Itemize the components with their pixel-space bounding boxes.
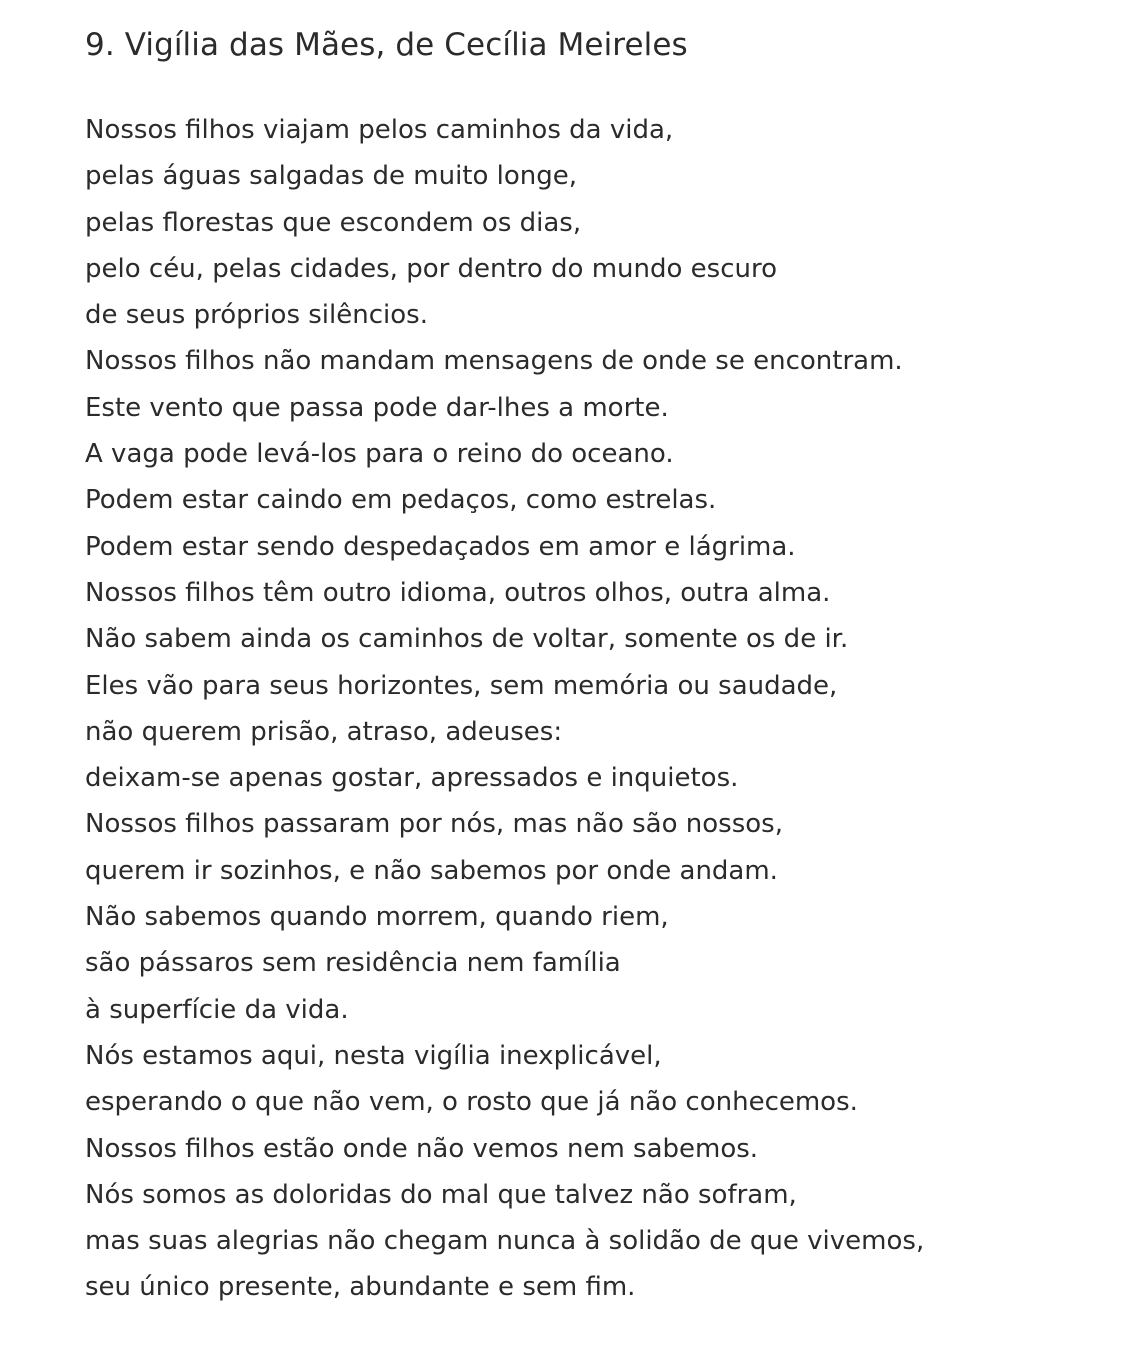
poem-line: Não sabem ainda os caminhos de voltar, somente os de ir. [85,624,849,655]
poem-line: esperando o que não vem, o rosto que já não conhecemos. [85,1087,858,1118]
poem-line: Nós estamos aqui, nesta vigília inexplicável, [85,1040,662,1071]
poem-line: são pássaros sem residência nem família [85,948,621,979]
poem-line: pelo céu, pelas cidades, por dentro do mundo escuro [85,253,777,284]
poem-line: Eles vão para seus horizontes, sem memória ou saudade, [85,670,838,701]
poem-line: Nossos filhos estão onde não vemos nem sabemos. [85,1133,759,1164]
poem-line: A vaga pode levá-los para o reino do oceano. [85,439,674,470]
poem-line: Nós somos as doloridas do mal que talvez não sofram, [85,1179,797,1210]
poem-line: Nossos filhos passaram por nós, mas não são nossos, [85,809,783,840]
poem-line: não querem prisão, atraso, adeuses: [85,716,563,747]
poem-line: de seus próprios silêncios. [85,300,428,331]
poem-line: à superfície da vida. [85,994,349,1025]
poem-line: seu único presente, abundante e sem fim. [85,1272,636,1303]
poem-title: 9. Vigília das Mães, de Cecília Meireles [85,27,688,63]
poem-line: pelas florestas que escondem os dias, [85,207,582,238]
poem-line: Podem estar sendo despedaçados em amor e lágrima. [85,531,796,562]
poem-line: Podem estar caindo em pedaços, como estrelas. [85,485,717,516]
poem-line: Nossos filhos não mandam mensagens de onde se encontram. [85,346,903,377]
poem-line: Nossos filhos viajam pelos caminhos da vida, [85,115,674,145]
poem-line: pelas águas salgadas de muito longe, [85,161,578,192]
poem-article [85,22,1105,1311]
poem-line: Nossos filhos têm outro idioma, outros olhos, outra alma. [85,577,831,608]
poem-line: mas suas alegrias não chegam nunca à solidão de que vivemos, [85,1226,925,1257]
poem-body [85,107,1105,1311]
poem-line: Não sabemos quando morrem, quando riem, [85,902,669,933]
poem-line: deixam-se apenas gostar, apressados e inquietos. [85,763,739,794]
poem-line: querem ir sozinhos, e não sabemos por onde andam. [85,855,778,886]
poem-line: Este vento que passa pode dar-lhes a morte. [85,392,669,423]
